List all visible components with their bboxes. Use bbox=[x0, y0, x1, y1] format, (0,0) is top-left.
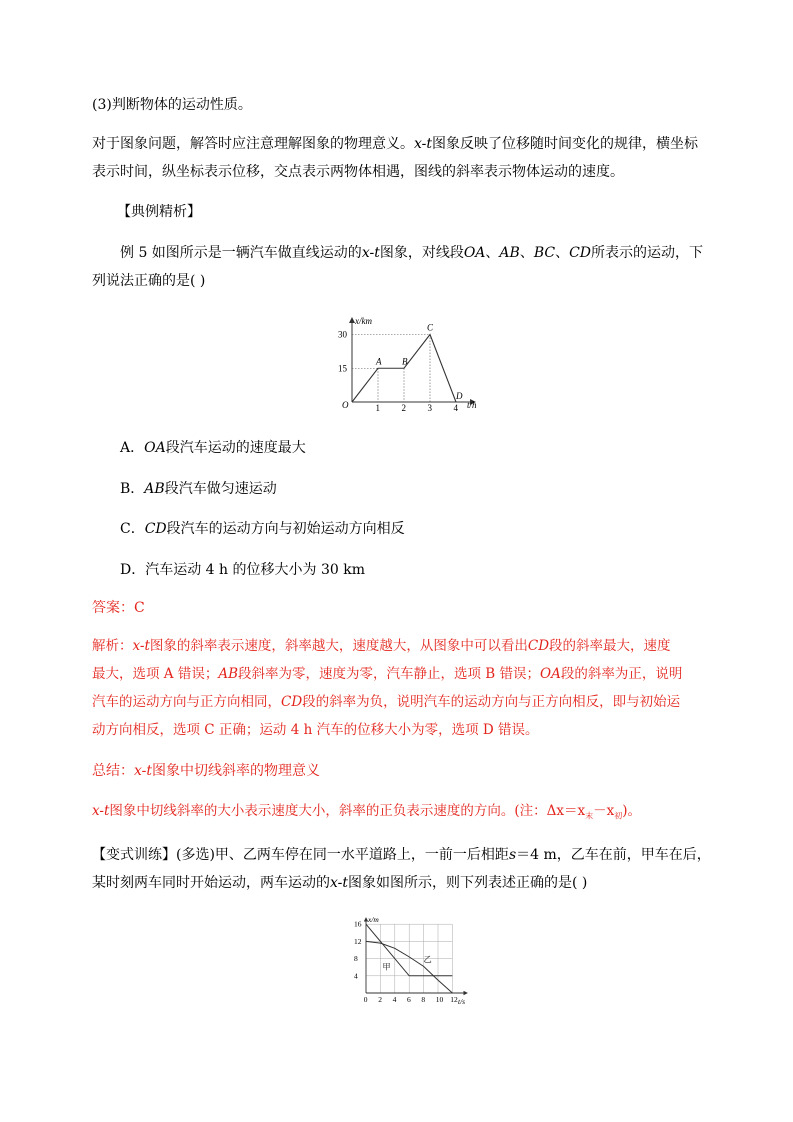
ex5-seg-ab: AB bbox=[499, 245, 520, 261]
analysis-l2-c: 段的斜率为正，说明 bbox=[560, 666, 683, 682]
option-c-text: 段汽车的运动方向与初始运动方向相反 bbox=[166, 521, 405, 537]
option-a-letter: A． bbox=[120, 440, 145, 456]
option-a[interactable] bbox=[120, 438, 306, 458]
analysis-line2 bbox=[92, 664, 682, 684]
option-c-letter: C． bbox=[120, 521, 145, 537]
example5-line1 bbox=[120, 243, 703, 263]
origin-label: O bbox=[342, 400, 349, 410]
analysis-label: 解析： bbox=[92, 638, 133, 654]
intro-paragraph-line1 bbox=[92, 134, 698, 154]
option-c-seg: CD bbox=[144, 521, 167, 537]
variant-l1-a: 【变式训练】(多选)甲、乙两车停在同一水平道路上，一前一后相距 bbox=[92, 847, 509, 863]
analysis-line4 bbox=[92, 720, 538, 740]
example5-line2 bbox=[92, 271, 205, 291]
analysis-xt: x-t bbox=[132, 638, 150, 654]
summary-end: )。 bbox=[622, 803, 642, 819]
ex5-seg-bc: BC bbox=[533, 245, 556, 261]
summary-label: 总结： bbox=[92, 763, 134, 779]
analysis-l1-c: 段的斜率最大，速度 bbox=[549, 638, 671, 654]
point-label-a: A bbox=[376, 356, 382, 367]
x-tick-label: 0 bbox=[363, 995, 368, 1004]
y-axis-label: x/m bbox=[368, 915, 379, 924]
x-tick-label: 6 bbox=[407, 995, 411, 1004]
variant-l2-b: 图象如图所示，则下列表述正确的是( ) bbox=[348, 875, 588, 891]
answer bbox=[92, 598, 145, 618]
analysis-l3-b: 段的斜率为负，说明汽车的运动方向与正方向相反，即与初始运 bbox=[302, 694, 681, 710]
analysis-line1 bbox=[92, 636, 671, 656]
ex5-sep-2: 、 bbox=[519, 245, 534, 261]
y-tick-label: 16 bbox=[354, 919, 362, 929]
variant-s: s bbox=[508, 847, 517, 863]
variant-xt: x-t bbox=[330, 875, 349, 891]
option-b-seg: AB bbox=[144, 481, 165, 497]
intro-paragraph-line2 bbox=[92, 162, 624, 182]
x-tick-label: 12 bbox=[450, 995, 458, 1004]
analysis-cd-2: CD bbox=[281, 694, 303, 710]
section-heading bbox=[117, 202, 201, 222]
y-tick-label: 30 bbox=[338, 329, 347, 340]
intro-text-line2: 表示时间，纵坐标表示位移，交点表示两物体相遇，图线的斜率表示物体运动的速度。 bbox=[92, 164, 624, 180]
ex5-sep-1: 、 bbox=[485, 245, 500, 261]
analysis-oa: OA bbox=[540, 666, 561, 682]
option-b-letter: B． bbox=[120, 481, 145, 497]
intro-xt: x-t bbox=[414, 136, 433, 152]
summary-xt: x-t bbox=[134, 763, 153, 779]
summary-title-text: 图象中切线斜率的物理意义 bbox=[152, 763, 321, 779]
summary-sub-end: 末 bbox=[585, 811, 594, 821]
section-heading-text: 【典例精析】 bbox=[117, 204, 201, 220]
ex5-text-c: 所表示的运动，下 bbox=[591, 245, 704, 261]
analysis-l4: 动方向相反，选项 C 正确；运动 4 h 汽车的位移大小为零，选项 D 错误。 bbox=[92, 722, 539, 738]
point-label-b: B bbox=[402, 356, 408, 367]
intro-text-a: 对于图象问题，解答时应注意理解图象的物理意义。 bbox=[92, 136, 414, 152]
ex5-text-b: 图象，对线段 bbox=[379, 245, 464, 261]
ex5-text-a: 例 5 如图所示是一辆汽车做直线运动的 bbox=[120, 245, 362, 261]
x-tick-label: 1 bbox=[375, 403, 380, 413]
option-c[interactable] bbox=[120, 519, 405, 539]
y-axis-label: x/km bbox=[355, 316, 372, 326]
series-label-jia: 甲 bbox=[382, 962, 391, 972]
analysis-l1-b: 图象的斜率表示速度，斜率越大，速度越大，从图象中可以看出 bbox=[149, 638, 528, 654]
summary-sub-start: 初 bbox=[614, 811, 623, 821]
x-tick-label: 8 bbox=[421, 995, 426, 1004]
option-b-text: 段汽车做匀速运动 bbox=[164, 481, 277, 497]
option-a-seg: OA bbox=[144, 440, 166, 456]
analysis-ab: AB bbox=[218, 666, 239, 682]
x-tick-label: 2 bbox=[401, 403, 406, 413]
ex5-xt: x-t bbox=[361, 245, 380, 261]
y-tick-label: 4 bbox=[354, 971, 358, 981]
analysis-l3-a: 汽车的运动方向与正方向相同， bbox=[92, 694, 281, 710]
x-tick-label: 4 bbox=[453, 403, 458, 413]
analysis-cd-1: CD bbox=[527, 638, 550, 654]
y-tick-label: 12 bbox=[354, 936, 362, 946]
x-tick-label: 4 bbox=[392, 995, 397, 1004]
summary-body-xt: x-t bbox=[92, 803, 110, 819]
x-tick-label: 10 bbox=[435, 995, 444, 1004]
ex5-seg-cd: CD bbox=[569, 245, 592, 261]
summary-minus: －x bbox=[593, 803, 615, 819]
point-label-c: C bbox=[427, 322, 434, 333]
summary-body bbox=[92, 801, 641, 827]
xt-chart-car bbox=[325, 310, 495, 415]
series-label-yi: 乙 bbox=[423, 955, 432, 965]
variant-l1-b: ＝4 m，乙车在前，甲车在后， bbox=[516, 847, 711, 863]
variant-line2 bbox=[92, 873, 587, 893]
variant-line1 bbox=[92, 845, 711, 865]
y-tick-label: 8 bbox=[354, 954, 358, 964]
item-3-text: (3)判断物体的运动性质。 bbox=[92, 97, 252, 113]
x-axis-label: t/s bbox=[458, 997, 466, 1005]
option-d[interactable] bbox=[120, 560, 365, 580]
xt-chart-two-cars bbox=[342, 913, 477, 1005]
ex5-sep-3: 、 bbox=[555, 245, 570, 261]
ex5-seg-oa: OA bbox=[463, 245, 486, 261]
analysis-l2-b: 段斜率为零，速度为零，汽车静止，选项 B 错误； bbox=[238, 666, 541, 682]
intro-text-b: 图象反映了位移随时间变化的规律，横坐标 bbox=[432, 136, 699, 152]
summary-body-text: 图象中切线斜率的大小表示速度大小，斜率的正负表示速度的方向。(注：Δx＝x bbox=[109, 803, 586, 819]
analysis-line3 bbox=[92, 692, 680, 712]
x-tick-label: 3 bbox=[427, 403, 432, 413]
x-axis-label: t/h bbox=[467, 400, 477, 410]
y-tick-label: 15 bbox=[338, 363, 347, 374]
analysis-l2-a: 最大，选项 A 错误； bbox=[92, 666, 219, 682]
answer-text: 答案：C bbox=[92, 600, 145, 616]
summary-title bbox=[92, 761, 320, 781]
option-b[interactable] bbox=[120, 479, 277, 499]
x-tick-label: 2 bbox=[378, 995, 382, 1004]
option-a-text: 段汽车运动的速度最大 bbox=[165, 440, 306, 456]
option-d-text: D．汽车运动 4 h 的位移大小为 30 km bbox=[120, 562, 365, 578]
ex5-line2-text: 列说法正确的是( ) bbox=[92, 273, 206, 289]
item-3 bbox=[92, 95, 252, 115]
point-label-d: D bbox=[456, 391, 463, 401]
variant-l2-a: 某时刻两车同时开始运动，两车运动的 bbox=[92, 875, 330, 891]
